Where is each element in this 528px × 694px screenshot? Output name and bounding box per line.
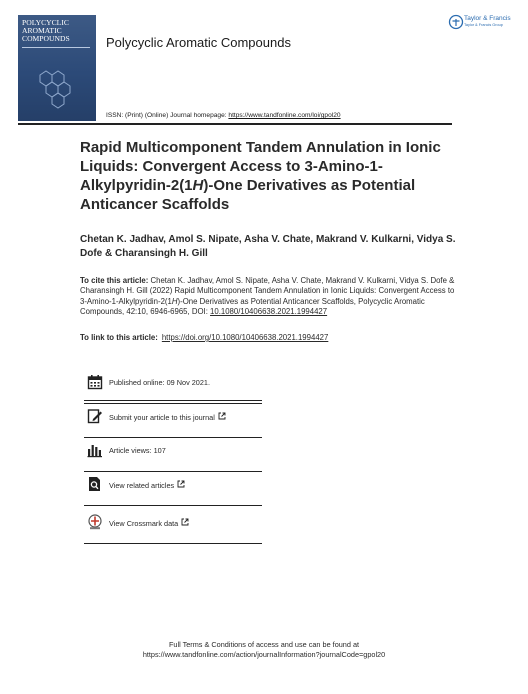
cover-title-line-2: AROMATIC bbox=[22, 26, 62, 36]
external-link-icon bbox=[177, 480, 185, 488]
article-link-line bbox=[80, 333, 328, 342]
publisher-group: Taylor & Francis Group bbox=[464, 23, 503, 27]
journal-cover-image bbox=[18, 15, 96, 121]
journal-homepage-link[interactable]: https://www.tandfonline.com/loi/gpol20 bbox=[228, 112, 341, 119]
divider-top bbox=[84, 400, 262, 401]
bar-chart-icon bbox=[87, 442, 103, 458]
divider bbox=[84, 543, 262, 544]
related-articles-icon bbox=[87, 476, 103, 492]
article-doi-link[interactable]: https://doi.org/10.1080/10406638.2021.1994427 bbox=[161, 333, 329, 342]
related-articles-link[interactable] bbox=[109, 480, 185, 490]
submit-article-item[interactable] bbox=[84, 404, 262, 438]
published-online-item bbox=[84, 370, 262, 404]
related-articles-label[interactable]: View related articles bbox=[109, 481, 175, 490]
cite-label: To cite this article: bbox=[80, 276, 149, 285]
submit-article-link[interactable] bbox=[109, 412, 226, 422]
link-label: To link to this article: bbox=[80, 333, 158, 342]
publisher-name: Taylor & Francis bbox=[464, 15, 511, 22]
submit-edit-icon bbox=[87, 408, 103, 424]
divider bbox=[84, 505, 262, 506]
related-articles-item[interactable] bbox=[84, 472, 262, 506]
submit-article-label[interactable]: Submit your article to this journal bbox=[109, 413, 215, 422]
terms-link[interactable]: https://www.tandfonline.com/action/journalInformation?journalCode=gpol20 bbox=[142, 650, 386, 659]
crossmark-link[interactable] bbox=[109, 518, 189, 528]
header-divider bbox=[18, 123, 452, 125]
calendar-icon bbox=[87, 374, 103, 390]
issn-line bbox=[106, 112, 341, 119]
crossmark-label[interactable]: View Crossmark data bbox=[109, 519, 179, 528]
external-link-icon bbox=[181, 518, 189, 526]
title-text-italic: H bbox=[192, 177, 204, 194]
article-title bbox=[80, 138, 460, 214]
cite-text-part1: Chetan K. Jadhav, Amol S. Nipate, Asha V. Chate, Makrand V. Kulkarni, Vidya S. Dofe & Charansingh H. Gill (2022) Rapid Multicomponent Tandem Annulation in Ionic Liquids: Convergent Access to 3-Amino-1-Alkylpyridin-2(1 bbox=[80, 276, 455, 306]
crossmark-item[interactable] bbox=[84, 510, 262, 544]
cover-rule bbox=[22, 47, 90, 51]
crossmark-icon bbox=[87, 514, 103, 530]
cite-text-part2: )-One Derivatives as Potential Anticancer Scaffolds, Polycyclic Aromatic Compounds, 42:10, 6946-6965, DOI: bbox=[80, 296, 425, 317]
cite-text-italic: H bbox=[171, 296, 178, 306]
title-text-part1: Rapid Multicomponent Tandem Annulation in Ionic Liquids: Convergent Access to 3-Amino-1-Alkylpyridin-2(1 bbox=[80, 139, 441, 194]
citation-block bbox=[80, 276, 460, 318]
article-views-item bbox=[84, 438, 262, 472]
published-online-label: Published online: 09 Nov 2021. bbox=[109, 378, 211, 387]
hexagon-pattern bbox=[30, 65, 90, 113]
terms-line: Full Terms & Conditions of access and use can be found at bbox=[168, 640, 360, 649]
article-views-label: Article views: 107 bbox=[109, 446, 166, 455]
external-link-icon bbox=[218, 412, 226, 420]
title-text-part2: )-One Derivatives as Potential Anticancer Scaffolds bbox=[80, 177, 416, 213]
article-authors: Chetan K. Jadhav, Amol S. Nipate, Asha V. Chate, Makrand V. Kulkarni, Vidya S. Dofe & Charansingh H. Gill bbox=[80, 234, 456, 259]
issn-label: ISSN: (Print) (Online) Journal homepage: bbox=[106, 112, 229, 119]
cover-title bbox=[22, 19, 92, 44]
journal-name: Polycyclic Aromatic Compounds bbox=[106, 35, 291, 50]
cite-doi-link[interactable]: 10.1080/10406638.2021.1994427 bbox=[210, 307, 328, 317]
cover-title-line-1: POLYCYCLIC bbox=[22, 18, 69, 27]
cover-title-line-3: COMPOUNDS bbox=[22, 34, 70, 44]
